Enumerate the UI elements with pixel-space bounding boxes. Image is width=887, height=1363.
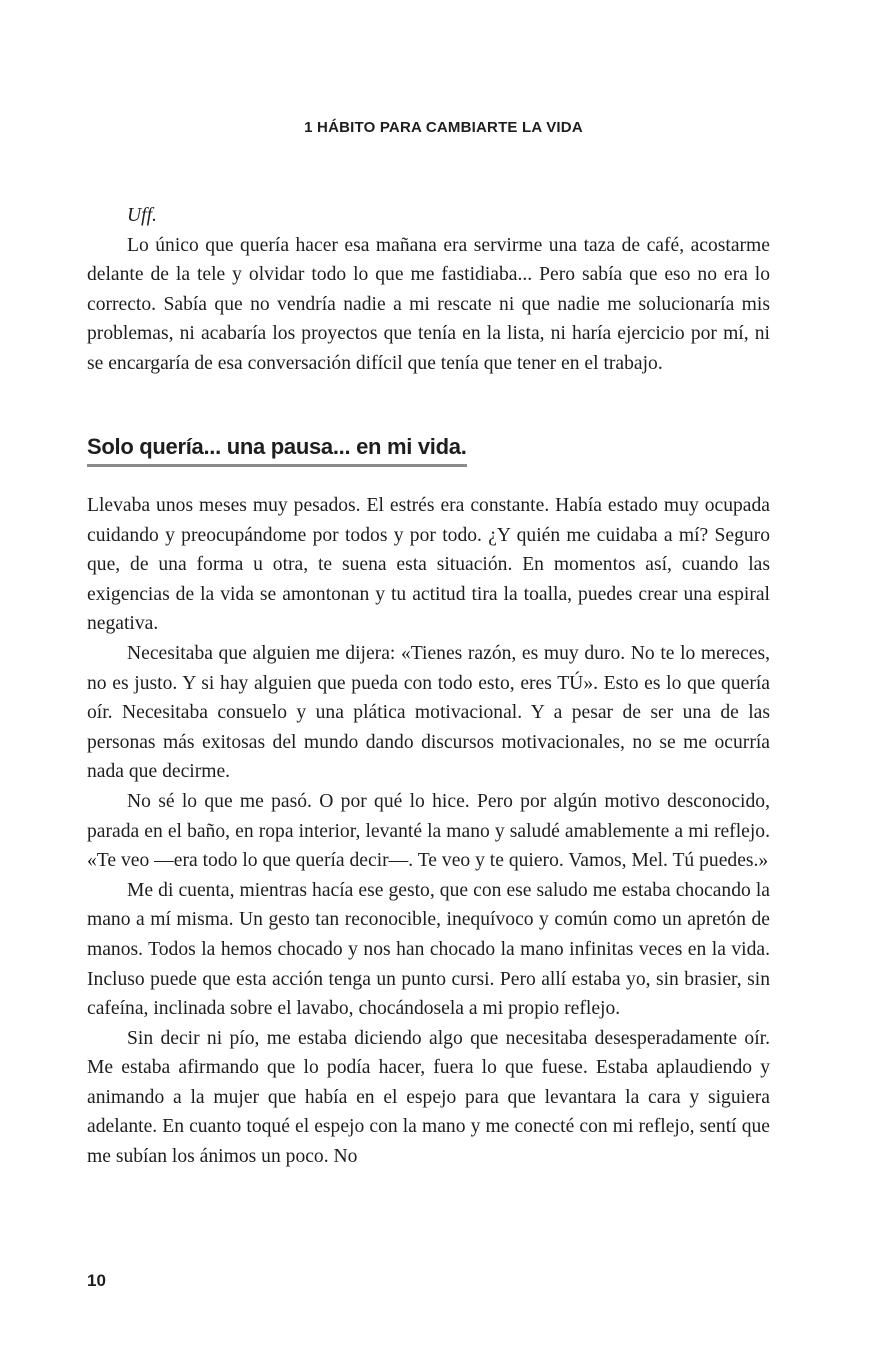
running-head: 1 HÁBITO PARA CAMBIARTE LA VIDA	[304, 119, 583, 136]
body-paragraph: Sin decir ni pío, me estaba diciendo algo que necesitaba desesperadamente oír. Me estaba afirmando que lo podía hacer, fuera lo que fuese. Estaba aplaudiendo y animando a la mujer que había en el espejo para que levantara la cara y siguiera adelante. En cuanto toqué el espejo con la mano y me conecté con mi reflejo, sentí que me subían los ánimos un poco. No	[87, 1027, 770, 1168]
section-subheading: Solo quería... una pausa... en mi vida.	[87, 434, 467, 467]
body-paragraph: No sé lo que me pasó. O por qué lo hice. Pero por algún motivo desconocido, parada en el baño, en ropa interior, levanté la mano y saludé amablemente a mi reflejo. «Te veo —era todo lo que quería decir—. Te veo y te quiero. Vamos, Mel. Tú puedes.»	[87, 790, 770, 872]
main-text-block	[87, 491, 770, 1172]
body-paragraph: Llevaba unos meses muy pesados. El estrés era constante. Había estado muy ocupada cuidando y preocupándome por todos y por todo. ¿Y quién me cuidaba a mí? Seguro que, de una forma u otra, te suena esta situación. En momentos así, cuando las exigencias de la vida se amontonan y tu actitud tira la toalla, puedes crear una espiral negativa.	[87, 495, 770, 635]
body-paragraph: Necesitaba que alguien me dijera: «Tienes razón, es muy duro. No te lo mereces, no es justo. Y si hay alguien que pueda con todo esto, eres TÚ». Esto es lo que quería oír. Necesitaba consuelo y una plática motivacional. Y a pesar de ser una de las personas más exitosas del mundo dando discursos motivacionales, no se me ocurría nada que decirme.	[87, 642, 770, 783]
body-paragraph: Me di cuenta, mientras hacía ese gesto, que con ese saludo me estaba chocando la mano a mí misma. Un gesto tan reconocible, inequívoco y común como un apretón de manos. Todos la hemos chocado y nos han chocado la mano infinitas veces en la vida. Incluso puede que esta acción tenga un punto cursi. Pero allí estaba yo, sin brasier, sin cafeína, inclinada sobre el lavabo, chocándosela a mi propio reflejo.	[87, 879, 770, 1020]
intro-text-block	[87, 201, 770, 379]
intro-paragraph: Lo único que quería hacer esa mañana era servirme una taza de café, acostarme delante de la tele y olvidar todo lo que me fastidiaba... Pero sabía que eso no era lo correcto. Sabía que no vendría nadie a mi rescate ni que nadie me solucionaría mis problemas, ni acabaría los proyectos que tenía en la lista, ni haría ejercicio por mí, ni se encargaría de esa conversación difícil que tenía que tener en el trabajo.	[87, 234, 770, 374]
page-number: 10	[87, 1271, 106, 1290]
exclamation-paragraph: Uff.	[127, 205, 157, 226]
